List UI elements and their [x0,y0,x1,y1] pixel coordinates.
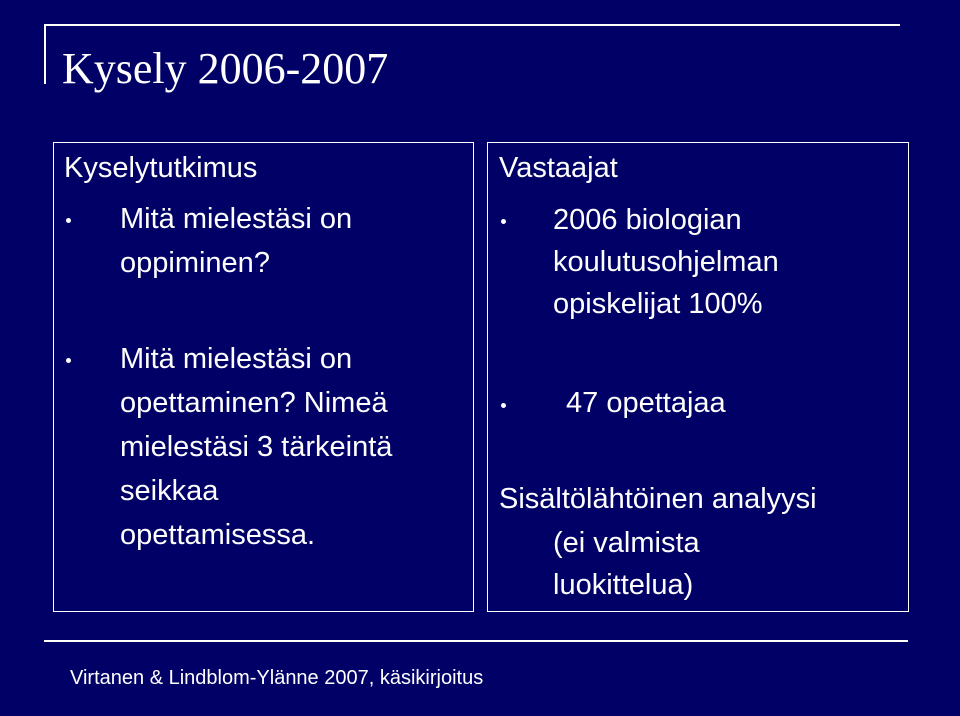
right-bullet-1-line-1: 2006 biologian [553,204,742,236]
footer-citation: Virtanen & Lindblom-Ylänne 2007, käsikirjoitus [70,667,484,689]
right-closing-line-1: Sisältölähtöinen analyysi [499,483,817,515]
slide-title: Kysely 2006-2007 [62,44,389,93]
bullet-dot [66,218,71,223]
right-box-heading: Vastaajat [499,152,618,184]
bullet-dot [501,219,506,224]
left-bullet-2-line-5: opettamisessa. [120,519,316,551]
bullet-dot [66,358,71,363]
left-bullet-2-line-4: seikkaa [120,475,219,507]
left-bullet-1-line-2: oppiminen? [120,247,270,279]
left-bullet-2-line-3: mielestäsi 3 tärkeintä [120,431,393,463]
footer-rule [44,640,908,642]
bullet-dot [501,403,506,408]
right-bullet-1-line-2: koulutusohjelman [553,246,779,278]
right-bullet-1-line-3: opiskelijat 100% [553,288,763,320]
title-rule-horizontal [44,24,900,26]
right-closing-line-2: (ei valmista [553,527,700,559]
left-box-heading: Kyselytutkimus [64,152,258,184]
left-bullet-2-line-1: Mitä mielestäsi on [120,343,353,375]
right-bullet-2-line-1: 47 opettajaa [566,387,726,419]
left-bullet-1-line-1: Mitä mielestäsi on [120,203,353,235]
right-closing-line-3: luokittelua) [553,569,694,601]
left-bullet-2-line-2: opettaminen? Nimeä [120,387,388,419]
title-rule-vertical [44,24,46,84]
